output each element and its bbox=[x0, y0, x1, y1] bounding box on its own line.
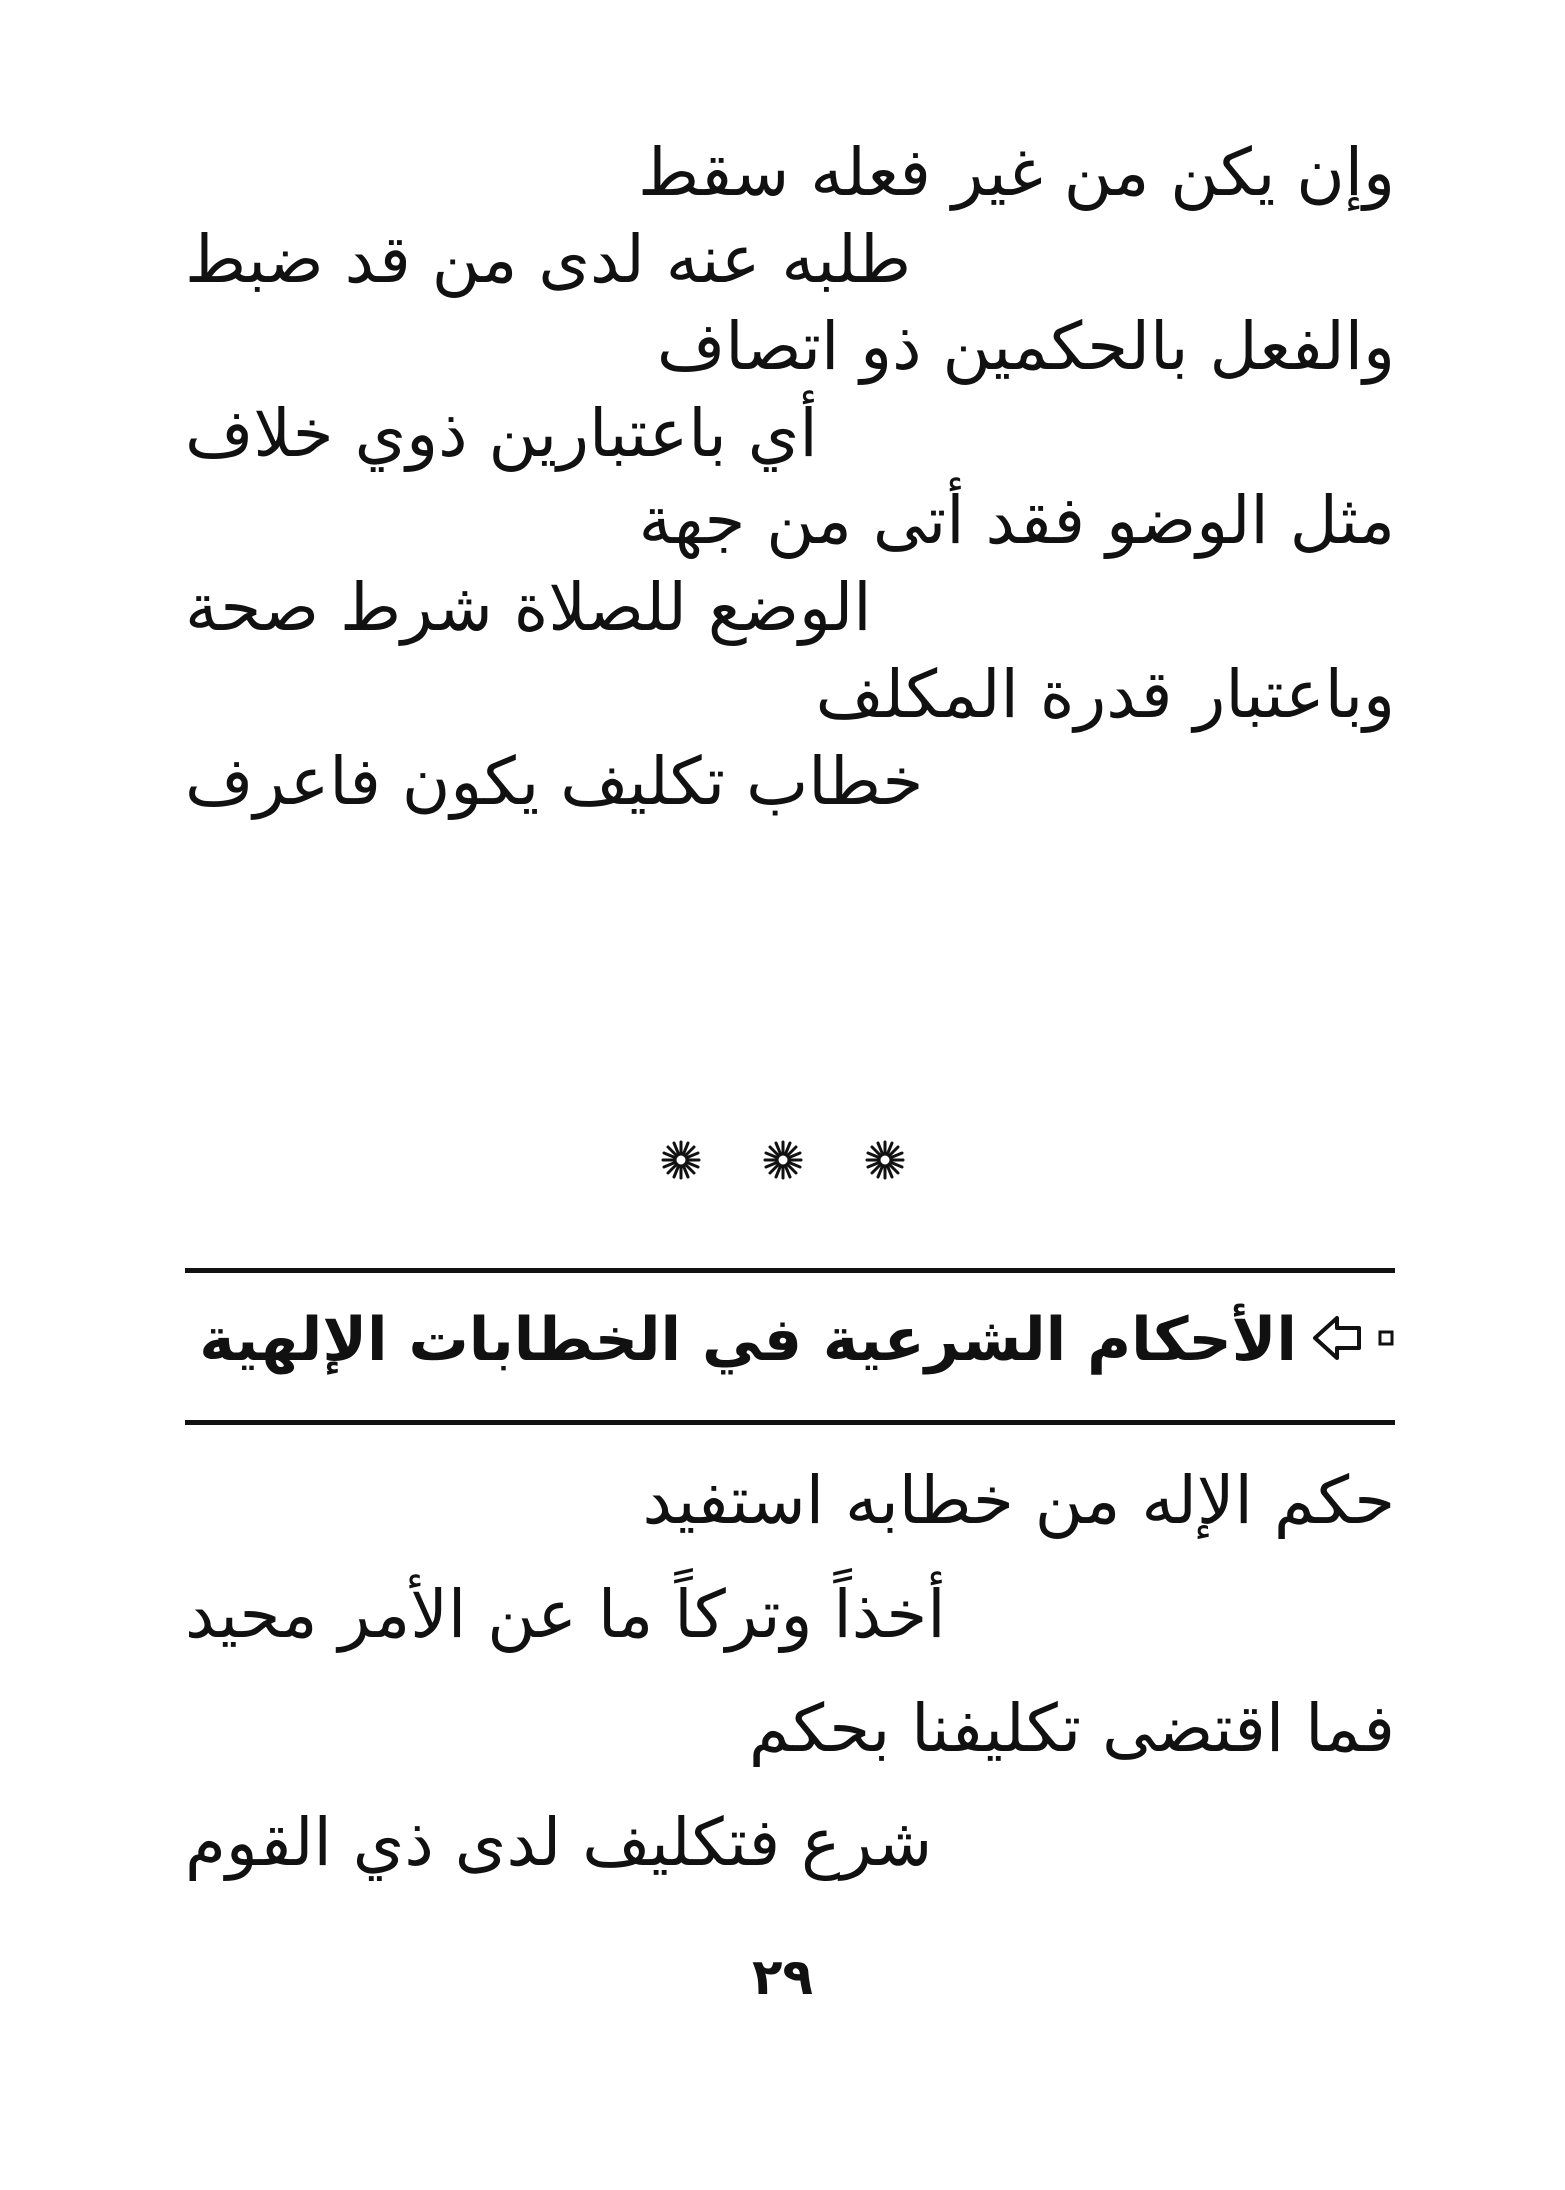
section-title: الأحكام الشرعية في الخطابات الإلهية bbox=[199, 1305, 1297, 1375]
verse-line: حكم الإله من خطابه استفيد bbox=[642, 1462, 1395, 1539]
heading-marker bbox=[1311, 1314, 1395, 1366]
star-icon bbox=[661, 1140, 701, 1180]
bottom-rule bbox=[185, 1420, 1395, 1425]
verse-line: طلبه عنه لدى من قد ضبط bbox=[185, 221, 912, 298]
verse-line: أي باعتبارين ذوي خلاف bbox=[185, 395, 818, 472]
star-icon bbox=[865, 1140, 905, 1180]
verse-line: أخذاً وتركاً ما عن الأمر محيد bbox=[185, 1576, 946, 1653]
top-rule bbox=[185, 1268, 1395, 1273]
section-heading bbox=[199, 1305, 1395, 1375]
arrow-left-outline-icon bbox=[1311, 1314, 1371, 1366]
verse-line: وباعتبار قدرة المكلف bbox=[815, 656, 1395, 733]
verse-line: وإن يكن من غير فعله سقط bbox=[637, 134, 1395, 211]
section-separator bbox=[0, 1140, 1565, 1180]
verse-line: والفعل بالحكمين ذو اتصاف bbox=[656, 308, 1395, 385]
verse-line: مثل الوضو فقد أتى من جهة bbox=[638, 482, 1395, 559]
verse-line: الوضع للصلاة شرط صحة bbox=[185, 569, 872, 646]
verse-line: خطاب تكليف يكون فاعرف bbox=[185, 743, 924, 820]
small-square-icon bbox=[1377, 1329, 1395, 1351]
verse-line: شرع فتكليف لدى ذي القوم bbox=[185, 1804, 933, 1881]
verse-line: فما اقتضى تكليفنا بحكم bbox=[748, 1690, 1395, 1767]
page-number: ٢٩ bbox=[751, 1948, 814, 2006]
star-icon bbox=[763, 1140, 803, 1180]
